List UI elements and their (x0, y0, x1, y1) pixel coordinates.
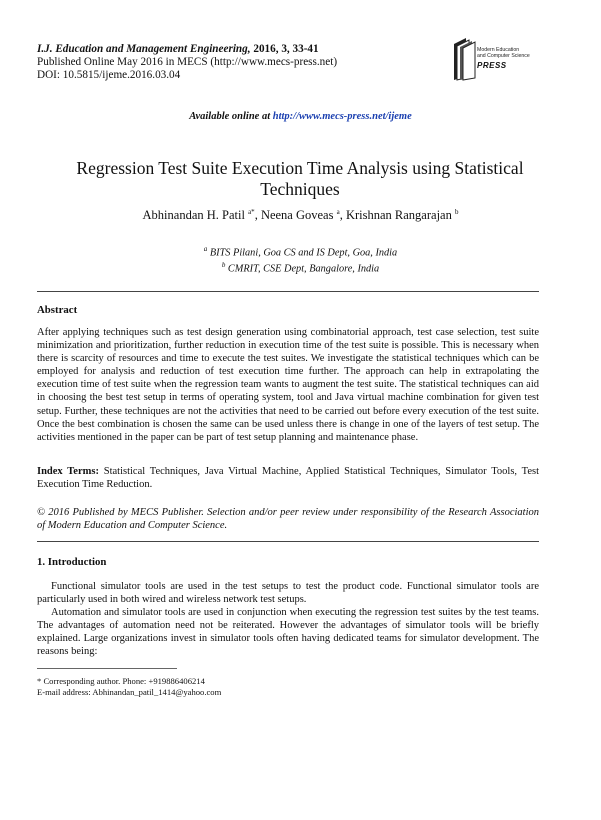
logo-text: Modern Education and Computer Science (477, 47, 530, 59)
affiliation-b: $^b$ CMRIT, CSE Dept, Bangalore, India (221, 261, 380, 275)
author-3: , Krishnan Rangarajan (339, 208, 455, 223)
available-online: Available online at http://www.mecs-press.net/ijeme (189, 111, 412, 122)
journal-header (37, 43, 337, 82)
index-terms (37, 465, 539, 491)
affiliations (0, 243, 601, 276)
corresponding-author-note: * Corresponding author. Phone: +919886406214 (37, 676, 205, 686)
logo-press: PRESS (477, 61, 507, 70)
affiliation-a: $^a$ BITS Pilani, Goa CS and IS Dept, Goa, India (203, 245, 398, 259)
author-list: Abhinandan H. Patil $^{a*}$, Neena Goveas $^a$, Krishnan Rangarajan $^b$ (142, 208, 459, 223)
paper-title: Regression Test Suite Execution Time Analysis using Statistical Techniques (76, 158, 524, 199)
email-note: E-mail address: Abhinandan_patil_1414@yahoo.com (37, 687, 222, 697)
journal-citation (37, 43, 337, 56)
introduction-paragraph-1: Functional simulator tools are used in the test setups to test the product code. Functional simulator tools are particularly used in both wired and wireless network test setups. (37, 581, 539, 606)
footnote-rule (37, 668, 177, 669)
abstract-body: After applying techniques such as test design generation using combinatorial approach, test case selection, test suite minimization and prioritization, further reduction in execution time of the test suite is possible. This is necessary when there is scarcity of resources and time to execute the test suites. We investigate the statistical techniques which can be employed for analysis and reduction of test execution time further. The approach can help in extrapolating the execution time of test suite when the regression team wants to augment the test suite. The statistical techniques can aid in choosing the best test setup in terms of operating system, tool and Java virtual machine combination for given test setup. Further, these techniques are not the activities that need to be carried out before every execution of the test suite. Once the best combination is chosen the same can be used unless there is change in one of the layers of test setup. The activities mentioned in the paper can be part of test setup planning and maintenance phase. (37, 327, 539, 443)
copyright-notice: © 2016 Published by MECS Publisher. Selection and/or peer review under responsibility of the Research Association of Modern Education and Computer Science. (37, 507, 539, 532)
journal-url-link[interactable]: http://www.mecs-press.net/ijeme (272, 111, 412, 122)
doi: DOI: 10.5815/ijeme.2016.03.04 (37, 69, 181, 81)
author-1: Abhinandan H. Patil (142, 208, 249, 223)
divider-top (37, 291, 539, 292)
index-terms-label: Index Terms: (37, 466, 99, 477)
journal-name: I.J. Education and Management Engineering, (37, 43, 251, 55)
author-2: , Neena Goveas (254, 208, 337, 223)
published-online: Published Online May 2016 in MECS (http://www.mecs-press.net) (37, 56, 338, 68)
journal-issue: 2016, 3, 33-41 (250, 43, 319, 55)
publisher-logo (452, 36, 552, 86)
divider-bottom (37, 541, 539, 542)
abstract-heading: Abstract (37, 304, 78, 316)
introduction-paragraph-2: Automation and simulator tools are used in conjunction when executing the regression test suites by the test teams. The advantages of automation need not be reiterated. However the advantages of simulator tools will be briefly explained. Large organizations invest in simulator tools often having dedicated teams for simulator development. The reasons being: (37, 607, 539, 658)
book-stack-icon (452, 36, 478, 82)
index-terms-text: Statistical Techniques, Java Virtual Machine, Applied Statistical Techniques, Simulator Tools, Test Execution Time Reduction. (37, 466, 539, 491)
introduction-heading: 1. Introduction (37, 556, 107, 568)
footnotes (37, 676, 397, 698)
